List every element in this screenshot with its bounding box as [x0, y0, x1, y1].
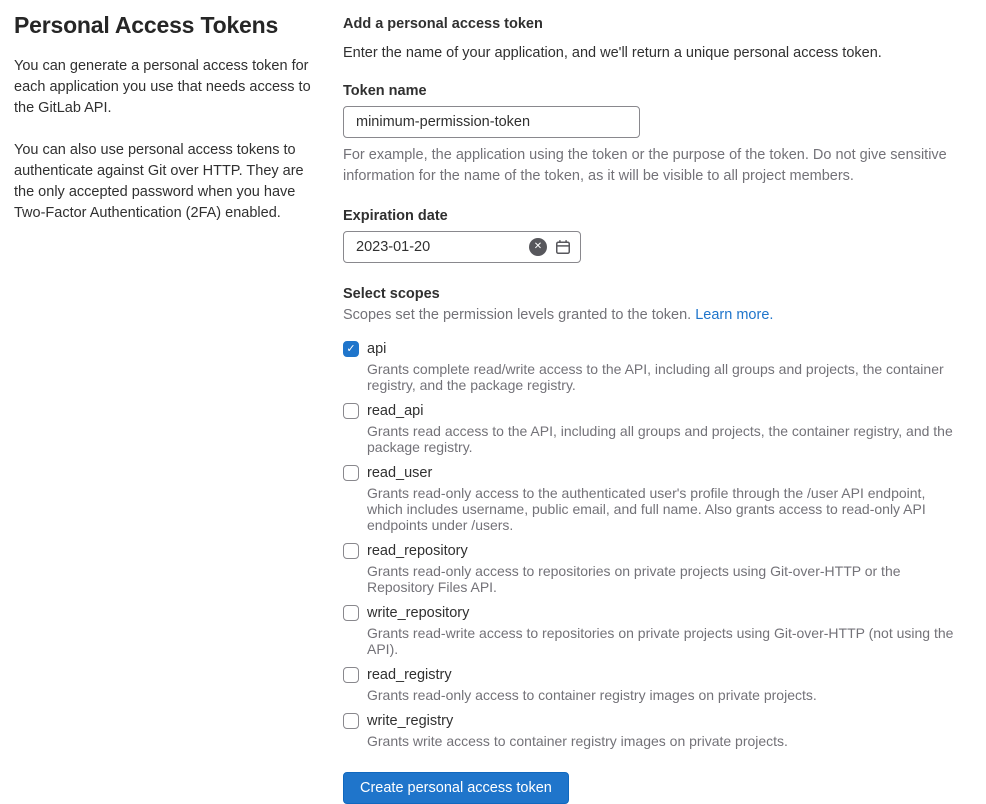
scope-head — [343, 603, 963, 623]
add-token-form — [343, 12, 963, 804]
page-description-1: You can generate a personal access token for each application you use that needs access to the GitLab API. — [14, 57, 311, 116]
clear-date-icon[interactable]: ✕ — [529, 238, 547, 256]
token-name-help: For example, the application using the token or the purpose of the token. Do not give sensitive information for the name of the token, as it will be visible to all project members. — [343, 147, 947, 184]
scope-description: Grants read access to the API, including all groups and projects, the container registry, and the package registry. — [367, 423, 953, 455]
scope-description: Grants read-only access to container registry images on private projects. — [367, 687, 817, 703]
scope-head — [343, 541, 963, 561]
page-title: Personal Access Tokens — [14, 12, 279, 38]
scope-label[interactable]: write_repository — [367, 605, 470, 621]
scope-item — [343, 603, 963, 657]
scope-head — [343, 463, 963, 483]
scope-checkbox[interactable] — [343, 543, 359, 559]
scope-item — [343, 541, 963, 595]
form-subtitle: Enter the name of your application, and we'll return a unique personal access token. — [343, 45, 882, 61]
scope-checkbox[interactable]: ✓ — [343, 341, 359, 357]
form-title: Add a personal access token — [343, 16, 543, 32]
scope-label[interactable]: read_user — [367, 465, 433, 481]
scope-label[interactable]: read_repository — [367, 543, 468, 559]
scope-checkbox[interactable] — [343, 403, 359, 419]
scope-head — [343, 665, 963, 685]
token-name-input[interactable] — [343, 106, 640, 138]
scope-head — [343, 401, 963, 421]
create-token-button[interactable]: Create personal access token — [343, 772, 569, 804]
scope-head — [343, 711, 963, 731]
scopes-group — [343, 284, 963, 749]
page-description-2: You can also use personal access tokens to authenticate against Git over HTTP. They are the only accepted password when you have Two-Factor Authentication (2FA) enabled. — [14, 141, 304, 221]
scope-checkbox[interactable] — [343, 713, 359, 729]
calendar-icon[interactable] — [555, 239, 571, 255]
scope-item — [343, 401, 963, 455]
scopes-subtitle-text: Scopes set the permission levels granted to the token. — [343, 307, 696, 323]
scope-item — [343, 339, 963, 393]
scope-description: Grants read-write access to repositories on private projects using Git-over-HTTP (not using the API). — [367, 625, 954, 657]
settings-description-column — [14, 12, 314, 804]
token-name-group — [343, 81, 963, 187]
select-scopes-label: Select scopes — [343, 286, 440, 302]
scope-description: Grants read-only access to repositories on private projects using Git-over-HTTP or the Repository Files API. — [367, 563, 901, 595]
scope-item — [343, 463, 963, 533]
scope-label[interactable]: api — [367, 341, 387, 357]
expiration-date-group — [343, 206, 963, 263]
scope-checkbox[interactable] — [343, 605, 359, 621]
scope-item — [343, 711, 963, 749]
expiration-date-input[interactable] — [344, 232, 529, 262]
scopes-subtitle — [343, 305, 963, 326]
scope-item — [343, 665, 963, 703]
scope-description: Grants read-only access to the authenticated user's profile through the /user API endpoint, which includes username, public email, and full name. Also grants access to read-only API endpoints under /users. — [367, 485, 926, 533]
expiration-date-field[interactable] — [343, 231, 581, 263]
token-name-label: Token name — [343, 83, 427, 99]
scope-checkbox[interactable] — [343, 667, 359, 683]
scope-description: Grants complete read/write access to the API, including all groups and projects, the container registry, and the package registry. — [367, 361, 944, 393]
scope-head — [343, 339, 963, 359]
scope-label[interactable]: read_registry — [367, 667, 452, 683]
scope-label[interactable]: write_registry — [367, 713, 454, 729]
scope-description: Grants write access to container registry images on private projects. — [367, 733, 788, 749]
scope-list — [343, 339, 963, 749]
scope-checkbox[interactable] — [343, 465, 359, 481]
scope-label[interactable]: read_api — [367, 403, 424, 419]
expiration-date-label: Expiration date — [343, 208, 448, 224]
learn-more-link[interactable]: Learn more. — [695, 307, 774, 323]
